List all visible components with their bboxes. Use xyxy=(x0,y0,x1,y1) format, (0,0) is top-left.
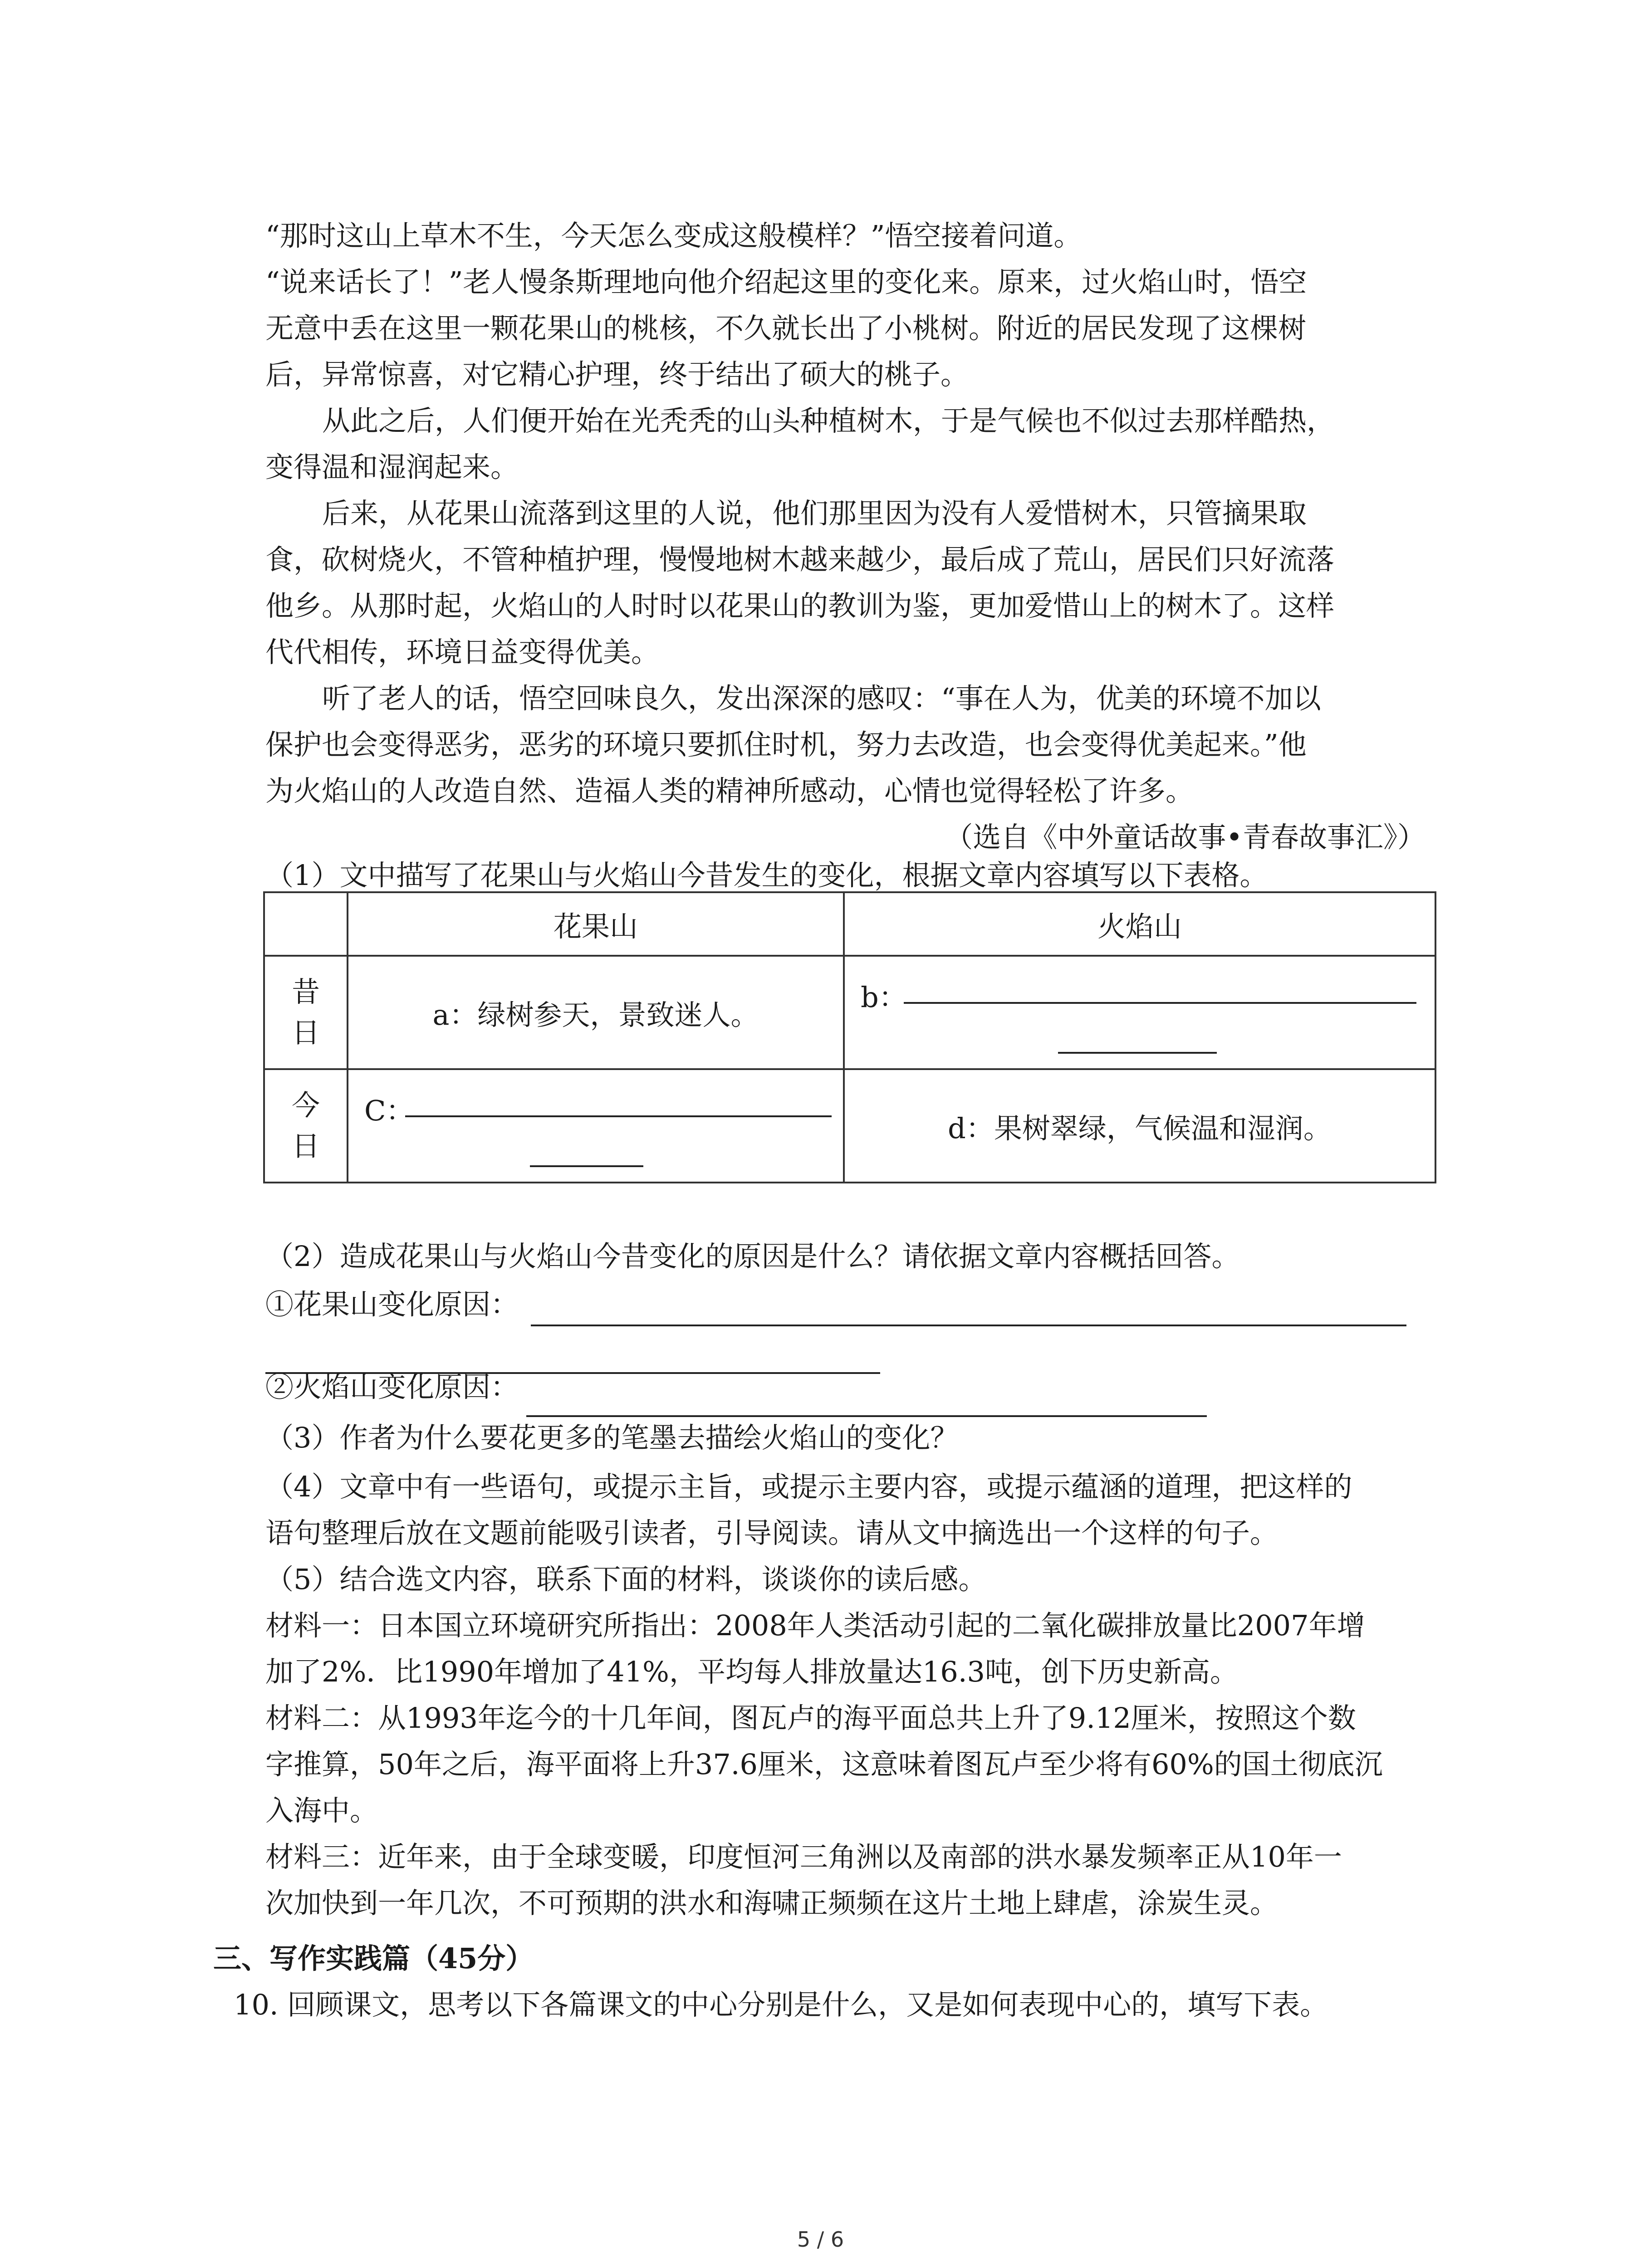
passage-line: 后，异常惊喜，对它精心护理，终于结出了硕大的桃子。 xyxy=(265,358,969,391)
table-header-huoyanshan: 火焰山 xyxy=(844,892,1435,956)
answer-blank[interactable] xyxy=(405,1097,832,1117)
cell-c-label: C： xyxy=(364,1094,414,1127)
passage-line: 后来，从花果山流落到这里的人说，他们那里因为没有人爱惜树木，只管摘果取 xyxy=(322,497,1307,530)
material-line: 次加快到一年几次，不可预期的洪水和海啸正频频在这片土地上肆虐，涂炭生灵。 xyxy=(265,1887,1279,1920)
passage-source: （选自《中外童话故事•青春故事汇》） xyxy=(945,821,1425,854)
material-line: 入海中。 xyxy=(265,1794,378,1827)
question-3: （3）作者为什么要花更多的笔墨去描绘火焰山的变化？ xyxy=(265,1421,959,1454)
section-heading: 三、写作实践篇（45分） xyxy=(213,1942,534,1975)
passage-line: 食，砍树烧火，不管种植护理，慢慢地树木越来越少，最后成了荒山，居民们只好流落 xyxy=(265,543,1335,576)
row-label-char: 昔 xyxy=(291,975,320,1008)
q2-answer-2-label: ②火焰山变化原因： xyxy=(265,1370,519,1403)
table-header-huaguoshan: 花果山 xyxy=(348,892,844,956)
question-5: （5）结合选文内容，联系下面的材料，谈谈你的读后感。 xyxy=(265,1563,987,1596)
cell-c[interactable] xyxy=(348,1069,844,1183)
material-line: 加了2%．比1990年增加了41%，平均每人排放量达16.3吨，创下历史新高。 xyxy=(265,1655,1238,1688)
cell-b-label: b： xyxy=(861,981,907,1014)
row-label-char: 日 xyxy=(291,1129,320,1163)
page-number: 5 / 6 xyxy=(797,2227,844,2252)
passage-line: 听了老人的话，悟空回味良久，发出深深的感叹：“事在人为，优美的环境不加以 xyxy=(322,682,1321,715)
table-corner xyxy=(264,892,348,956)
answer-blank[interactable] xyxy=(530,1147,643,1167)
passage-line: 变得温和湿润起来。 xyxy=(265,450,519,484)
question-4-line: （4）文章中有一些语句，或提示主旨，或提示主要内容，或提示蕴涵的道理，把这样的 xyxy=(265,1470,1352,1503)
answer-blank[interactable] xyxy=(526,1397,1207,1417)
passage-line: 代代相传，环境日益变得优美。 xyxy=(265,635,660,669)
answer-blank[interactable] xyxy=(1058,1034,1217,1054)
material-line: 字推算，50年之后，海平面将上升37.6厘米，这意味着图瓦卢至少将有60%的国土彻底沉 xyxy=(265,1748,1383,1781)
material-line: 材料三：近年来，由于全球变暖，印度恒河三角洲以及南部的洪水暴发频率正从10年一 xyxy=(265,1840,1342,1873)
cell-d: d：果树翠绿，气候温和湿润。 xyxy=(844,1069,1435,1183)
row-label-now xyxy=(264,1069,348,1183)
passage-line: 从此之后，人们便开始在光秃秃的山头种植树木，于是气候也不似过去那样酷热， xyxy=(322,404,1335,437)
question-10: 10. 回顾课文，思考以下各篇课文的中心分别是什么，又是如何表现中心的，填写下表。 xyxy=(234,1988,1328,2021)
passage-line: 保护也会变得恶劣，恶劣的环境只要抓住时机，努力去改造，也会变得优美起来。”他 xyxy=(265,728,1307,761)
row-label-past xyxy=(264,956,348,1069)
passage-line: “那时这山上草木不生，今天怎么变成这般模样？”悟空接着问道。 xyxy=(265,219,1082,252)
passage-line: 无意中丢在这里一颗花果山的桃核，不久就长出了小桃树。附近的居民发现了这棵树 xyxy=(265,312,1307,345)
answer-blank[interactable] xyxy=(904,984,1416,1004)
passage-line: 他乡。从那时起，火焰山的人时时以花果山的教训为鉴，更加爱惜山上的树木了。这样 xyxy=(265,589,1335,622)
material-line: 材料二：从1993年迄今的十几年间，图瓦卢的海平面总共上升了9.12厘米，按照这个数 xyxy=(265,1701,1356,1735)
question-2: （2）造成花果山与火焰山今昔变化的原因是什么？请依据文章内容概括回答。 xyxy=(265,1240,1240,1273)
question-1: （1）文中描写了花果山与火焰山今昔发生的变化，根据文章内容填写以下表格。 xyxy=(265,859,1268,892)
answer-blank[interactable] xyxy=(531,1306,1406,1326)
passage-line: 为火焰山的人改造自然、造福人类的精神所感动，心情也觉得轻松了许多。 xyxy=(265,774,1194,807)
q2-answer-1-label: ①花果山变化原因： xyxy=(265,1288,519,1321)
cell-a: a：绿树参天，景致迷人。 xyxy=(348,956,844,1069)
material-line: 材料一：日本国立环境研究所指出：2008年人类活动引起的二氧化碳排放量比2007年增 xyxy=(265,1609,1365,1642)
comparison-table xyxy=(263,891,1436,1183)
row-label-char: 日 xyxy=(291,1016,320,1049)
question-4-line: 语句整理后放在文题前能吸引读者，引导阅读。请从文中摘选出一个这样的句子。 xyxy=(265,1516,1279,1549)
row-label-char: 今 xyxy=(291,1089,320,1122)
cell-b[interactable] xyxy=(844,956,1435,1069)
passage-line: “说来话长了！”老人慢条斯理地向他介绍起这里的变化来。原来，过火焰山时，悟空 xyxy=(265,265,1307,298)
